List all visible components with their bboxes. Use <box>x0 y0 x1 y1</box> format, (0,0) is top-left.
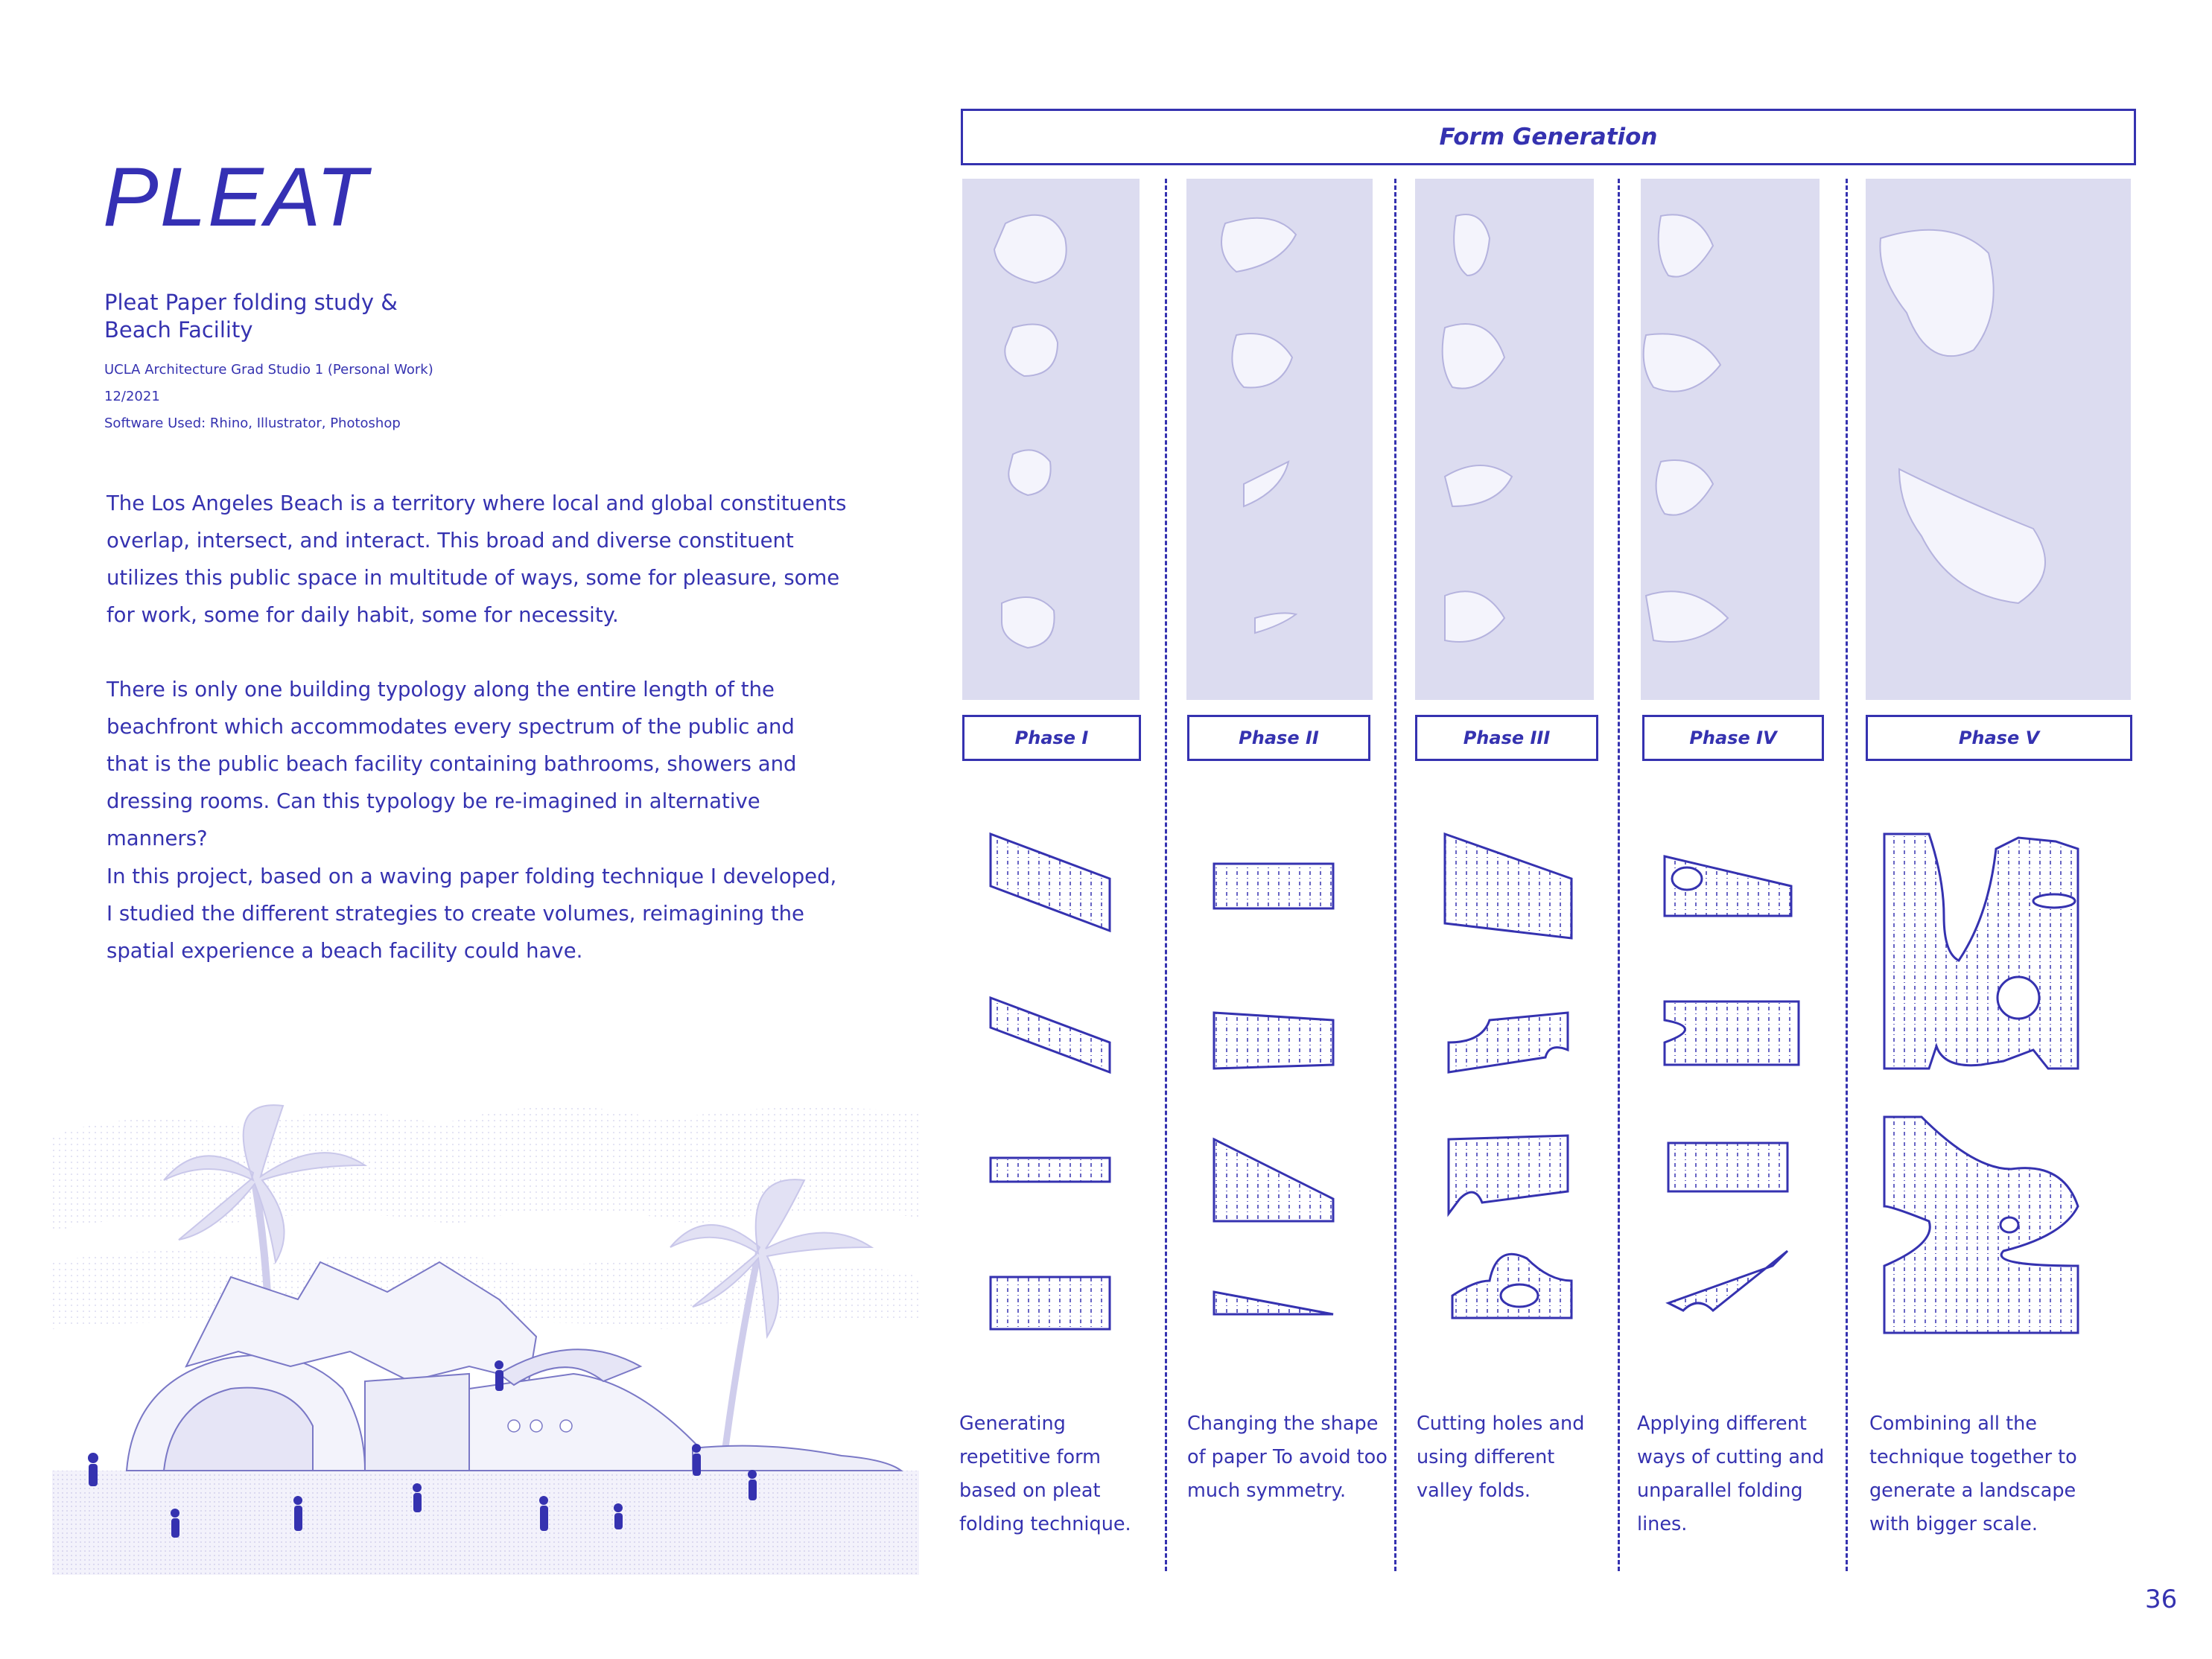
paper-model <box>1255 613 1296 633</box>
desc-line: based on pleat <box>959 1480 1101 1502</box>
paper-model <box>1899 469 2045 603</box>
subtitle-line-2: Beach Facility <box>104 317 253 343</box>
paper-model <box>1445 591 1504 642</box>
desc-line: folding technique. <box>959 1513 1131 1535</box>
paper-model <box>1656 460 1713 515</box>
phase-3-description <box>1417 1407 1640 1508</box>
project-subtitle <box>104 289 398 344</box>
desc-line: unparallel folding <box>1637 1480 1803 1502</box>
desc-line: technique together to <box>1869 1446 2077 1468</box>
paragraph-3 <box>107 858 866 969</box>
desc-line: valley folds. <box>1417 1480 1531 1502</box>
paragraph-1 <box>107 485 866 634</box>
para-line: dressing rooms. Can this typology be re-imagined in alternative manners? <box>107 789 760 850</box>
paper-model <box>1646 591 1728 642</box>
paper-model <box>994 215 1067 283</box>
para-line: I studied the different strategies to create volumes, reimagining the <box>107 902 804 926</box>
course-info: UCLA Architecture Grad Studio 1 (Personal Work) <box>104 362 433 378</box>
phase-1-description <box>959 1407 1183 1541</box>
fold-diagrams <box>961 819 2138 1355</box>
fold-diagram <box>991 1277 1110 1329</box>
paper-model <box>1454 214 1490 276</box>
para-line: spatial experience a beach facility could have. <box>107 939 583 963</box>
desc-line: Generating <box>959 1413 1066 1435</box>
phase-2-label: Phase II <box>1187 715 1370 761</box>
paper-model <box>1445 465 1512 506</box>
desc-line: repetitive form <box>959 1446 1101 1468</box>
phase-3-label: Phase III <box>1415 715 1598 761</box>
desc-line: Changing the shape <box>1187 1413 1379 1435</box>
paper-model <box>1244 462 1288 506</box>
fold-diagram <box>991 1158 1110 1182</box>
fold-diagram <box>1665 1002 1799 1065</box>
cut-hole <box>1501 1284 1538 1307</box>
paper-model <box>1443 324 1504 389</box>
para-line: The Los Angeles Beach is a territory where local and global constituents <box>107 491 847 515</box>
desc-line: of paper To avoid too <box>1187 1446 1388 1468</box>
desc-line: much symmetry. <box>1187 1480 1347 1502</box>
cut-hole <box>2000 1217 2018 1232</box>
page-number: 36 <box>2145 1585 2178 1614</box>
desc-line: generate a landscape <box>1869 1480 2076 1502</box>
fold-diagram <box>1214 1139 1333 1221</box>
subtitle-line-1: Pleat Paper folding study & <box>104 290 398 315</box>
para-line: beachfront which accommodates every spectrum of the public and <box>107 715 795 739</box>
desc-line: lines. <box>1637 1513 1688 1535</box>
fold-diagram <box>1214 1013 1333 1069</box>
para-line: There is only one building typology along the entire length of the <box>107 678 775 701</box>
phase-5-label: Phase V <box>1866 715 2132 761</box>
fold-diagram <box>1449 1136 1568 1214</box>
para-line: overlap, intersect, and interact. This broad and diverse constituent <box>107 529 794 553</box>
phase-4-label: Phase IV <box>1642 715 1824 761</box>
desc-line: with bigger scale. <box>1869 1513 2038 1535</box>
fold-diagram <box>991 998 1110 1072</box>
phase-1-label: Phase I <box>962 715 1141 761</box>
phase-4-description <box>1637 1407 1860 1541</box>
desc-line: Combining all the <box>1869 1413 2037 1435</box>
page-title: PLEAT <box>103 150 369 243</box>
fold-diagram <box>1214 1292 1333 1314</box>
paper-model <box>1232 334 1292 388</box>
fold-diagram <box>1668 1251 1787 1311</box>
cut-hole <box>1672 867 1702 890</box>
desc-line: using different <box>1417 1446 1555 1468</box>
desc-line: ways of cutting and <box>1637 1446 1825 1468</box>
phase-5-description <box>1869 1407 2115 1541</box>
form-generation-header: Form Generation <box>961 109 2136 165</box>
desc-line: Applying different <box>1637 1413 1807 1435</box>
fold-diagram <box>1449 1013 1568 1072</box>
fold-diagram <box>1668 1143 1787 1191</box>
paper-model <box>1880 230 1993 356</box>
paper-model <box>1002 597 1055 648</box>
beach-facility-illustration <box>52 1054 919 1575</box>
fold-diagram <box>1884 834 2078 1069</box>
cut-hole <box>1998 977 2039 1019</box>
software-info: Software Used: Rhino, Illustrator, Photoshop <box>104 415 401 431</box>
desc-line: Cutting holes and <box>1417 1413 1585 1435</box>
para-line: for work, some for daily habit, some for necessity. <box>107 603 619 627</box>
fold-diagram <box>1884 1117 2078 1333</box>
paper-model <box>1005 325 1058 377</box>
para-line: utilizes this public space in multitude of ways, some for pleasure, some <box>107 566 840 590</box>
para-line: In this project, based on a waving paper folding technique I developed, <box>107 864 837 888</box>
paper-model <box>1008 450 1050 495</box>
paper-model <box>1644 334 1720 391</box>
para-line: that is the public beach facility containing bathrooms, showers and <box>107 752 797 776</box>
paper-model <box>1659 214 1713 276</box>
cut-hole <box>2033 894 2075 908</box>
fold-diagram <box>991 834 1110 931</box>
phase-2-description <box>1187 1407 1411 1508</box>
paragraph-2 <box>107 671 866 857</box>
paper-model <box>1221 218 1296 272</box>
fold-diagram <box>1214 864 1333 908</box>
fold-diagram <box>1445 834 1571 938</box>
project-date: 12/2021 <box>104 389 160 404</box>
paper-models <box>961 179 2138 700</box>
